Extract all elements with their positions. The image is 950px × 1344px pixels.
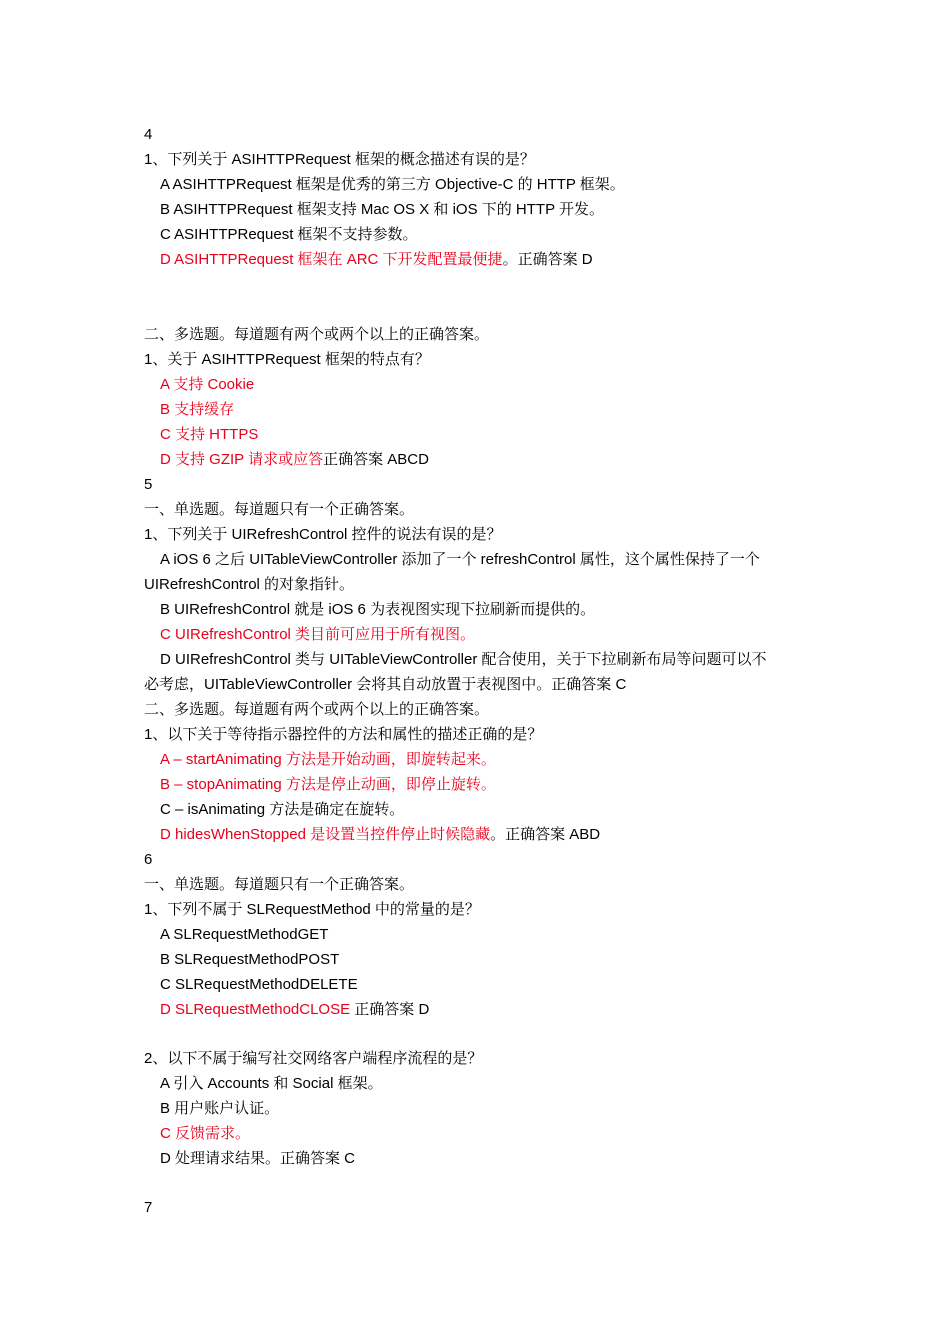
- text-line: [144, 350, 814, 370]
- line-text: A ASIHTTPRequest 框架是优秀的第三方 Objective-C 的 HTTP 框架。: [160, 176, 625, 193]
- highlighted-answer-text: A – startAnimating 方法是开始动画，即旋转起来。: [160, 751, 496, 768]
- highlighted-answer-text: A 支持 Cookie: [160, 376, 255, 393]
- highlighted-answer-text: C 支持 HTTPS: [160, 426, 259, 443]
- highlighted-answer-text: B – stopAnimating 方法是停止动画，即停止旋转。: [160, 776, 496, 793]
- text-line: [144, 125, 814, 145]
- text-line: [144, 1198, 814, 1218]
- line-text: 。正确答案 ABD: [490, 826, 601, 843]
- text-line: [144, 700, 814, 720]
- line-text: 1、下列关于 UIRefreshControl 控件的说法有误的是？: [144, 526, 502, 543]
- line-text: A iOS 6 之后 UITableViewController 添加了一个 refreshControl 属性，这个属性保持了一个: [160, 551, 760, 568]
- text-line: [160, 825, 830, 845]
- text-line: [160, 975, 830, 995]
- line-text: 7: [144, 1199, 153, 1216]
- text-line: [160, 375, 830, 395]
- line-text: A 引入 Accounts 和 Social 框架。: [160, 1075, 383, 1092]
- line-text: 1、以下关于等待指示器控件的方法和属性的描述正确的是？: [144, 726, 543, 743]
- highlighted-answer-text: C 反馈需求。: [160, 1125, 251, 1142]
- text-line: [144, 525, 814, 545]
- line-text: 4: [144, 126, 153, 143]
- text-line: [144, 675, 814, 695]
- line-text: 正确答案 D: [350, 1001, 430, 1018]
- text-line: [160, 800, 830, 820]
- text-line: [160, 1099, 830, 1119]
- text-line: [160, 225, 830, 245]
- text-line: [144, 575, 814, 595]
- text-line: [144, 725, 814, 745]
- line-text: 二、多选题。每道题有两个或两个以上的正确答案。: [144, 701, 490, 718]
- text-line: [160, 400, 830, 420]
- line-text: D UIRefreshControl 类与 UITableViewController 配合使用，关于下拉刷新布局等问题可以不: [160, 651, 767, 668]
- text-line: [144, 325, 814, 345]
- line-text: UIRefreshControl 的对象指针。: [144, 576, 355, 593]
- text-line: [144, 150, 814, 170]
- line-text: 6: [144, 851, 153, 868]
- text-line: [160, 775, 830, 795]
- text-line: [144, 850, 814, 870]
- text-line: [144, 500, 814, 520]
- text-line: [160, 600, 830, 620]
- highlighted-answer-text: D hidesWhenStopped 是设置当控件停止时候隐藏: [160, 826, 491, 843]
- line-text: D 处理请求结果。正确答案 C: [160, 1150, 356, 1167]
- text-line: [160, 450, 830, 470]
- text-line: [160, 625, 830, 645]
- text-line: [160, 950, 830, 970]
- text-line: [160, 250, 830, 270]
- line-text: 必考虑，UITableViewController 会将其自动放置于表视图中。正确答案 C: [144, 676, 627, 693]
- highlighted-answer-text: B 支持缓存: [160, 401, 235, 418]
- line-text: 1、下列关于 ASIHTTPRequest 框架的概念描述有误的是？: [144, 151, 535, 168]
- text-line: [144, 1049, 814, 1069]
- text-line: [160, 550, 830, 570]
- line-text: 。正确答案 D: [502, 251, 593, 268]
- line-text: C – isAnimating 方法是确定在旋转。: [160, 801, 405, 818]
- text-line: [160, 1000, 830, 1020]
- text-line: [160, 1124, 830, 1144]
- highlighted-answer-text: D ASIHTTPRequest 框架在 ARC 下开发配置最便捷: [160, 251, 503, 268]
- line-text: C ASIHTTPRequest 框架不支持参数。: [160, 226, 418, 243]
- line-text: 二、多选题。每道题有两个或两个以上的正确答案。: [144, 326, 490, 343]
- text-line: [160, 175, 830, 195]
- text-line: [160, 925, 830, 945]
- text-line: [160, 1149, 830, 1169]
- text-line: [160, 1074, 830, 1094]
- text-line: [144, 875, 814, 895]
- text-line: [160, 200, 830, 220]
- text-line: [144, 475, 814, 495]
- line-text: 一、单选题。每道题只有一个正确答案。: [144, 876, 415, 893]
- line-text: 正确答案 ABCD: [323, 451, 429, 468]
- text-line: [160, 425, 830, 445]
- line-text: 1、关于 ASIHTTPRequest 框架的特点有？: [144, 351, 430, 368]
- line-text: 一、单选题。每道题只有一个正确答案。: [144, 501, 415, 518]
- line-text: A SLRequestMethodGET: [160, 926, 329, 943]
- highlighted-answer-text: D SLRequestMethodCLOSE: [160, 1001, 351, 1018]
- text-line: [144, 900, 814, 920]
- line-text: B SLRequestMethodPOST: [160, 951, 340, 968]
- line-text: B ASIHTTPRequest 框架支持 Mac OS X 和 iOS 下的 HTTP 开发。: [160, 201, 604, 218]
- line-text: 5: [144, 476, 153, 493]
- line-text: B 用户账户认证。: [160, 1100, 280, 1117]
- line-text: B UIRefreshControl 就是 iOS 6 为表视图实现下拉刷新而提供的。: [160, 601, 596, 618]
- line-text: 1、下列不属于 SLRequestMethod 中的常量的是？: [144, 901, 480, 918]
- highlighted-answer-text: D 支持 GZIP 请求或应答: [160, 451, 324, 468]
- highlighted-answer-text: C UIRefreshControl 类目前可应用于所有视图。: [160, 626, 476, 643]
- line-text: 2、以下不属于编写社交网络客户端程序流程的是？: [144, 1050, 483, 1067]
- text-line: [160, 650, 830, 670]
- text-line: [160, 750, 830, 770]
- line-text: C SLRequestMethodDELETE: [160, 976, 358, 993]
